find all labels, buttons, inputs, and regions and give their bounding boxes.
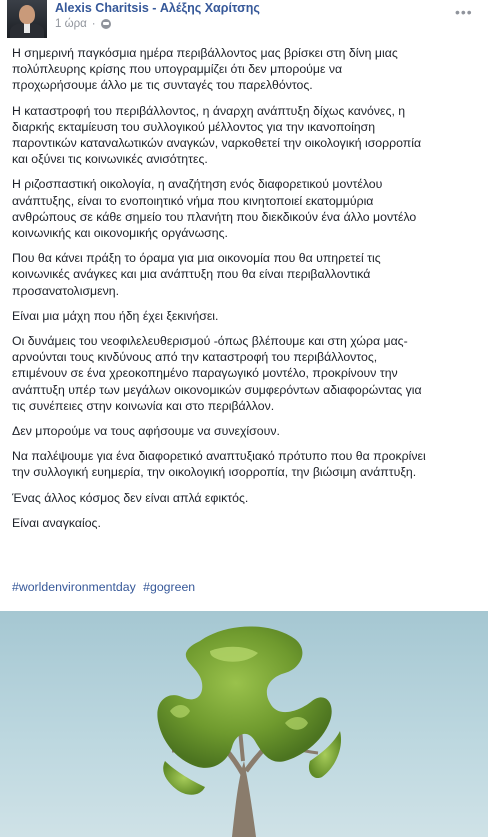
post-image[interactable] <box>0 611 488 837</box>
hashtags <box>12 580 199 594</box>
post-paragraph: Είναι αναγκαίος. <box>12 515 101 530</box>
tree-globe-image <box>0 611 488 837</box>
hashtag-link[interactable]: #gogreen <box>143 580 196 594</box>
globe-icon[interactable] <box>101 19 111 29</box>
post-paragraph: Η ριζοσπαστική οικολογία, η αναζήτηση ενός διαφορετικού μοντέλου ανάπτυξης, είναι το ενοποιητικό νήμα που κινητοποιεί εκατομμύρια ανθρώπους σε κάθε σημείο του πλανήτη που διεκδικούν ένα άλλο μοντέλο κοινωνικής και οικονομικής οργάνωσης. <box>12 177 417 241</box>
author-name[interactable]: Alexis Charitsis - Αλέξης Χαρίτσης <box>55 1 260 15</box>
post-time[interactable]: 1 ώρα <box>55 18 87 30</box>
more-options-icon[interactable]: ••• <box>455 4 473 20</box>
avatar[interactable] <box>7 0 47 38</box>
avatar-head <box>19 5 35 24</box>
post-text <box>12 45 482 540</box>
post-header <box>0 0 488 38</box>
post-paragraph: Δεν μπορούμε να τους αφήσουμε να συνεχίσουν. <box>12 424 280 439</box>
post-paragraph: Οι δυνάμεις του νεοφιλελευθερισμού -όπως βλέπουμε και στη χώρα μας- αρνούνται τους κινδύνους από την καταστροφή του περιβάλλοντος, επιμένουν σε ένα χρεοκοπημένο παραγωγικό μοντέλο, προκρίνουν την ανάπτυξη υπέρ των μεγάλων οικονομικών συμφερόντων αδιαφορώντας για τις συνέπειες στην κοινωνία και στο περιβάλλον. <box>12 334 422 413</box>
post-paragraph: Η σημερινή παγκόσμια ημέρα περιβάλλοντος μας βρίσκει στη δίνη μιας πολύπλευρης κρίσης που υπογραμμίζει ότι δεν μπορούμε να προχωρήσουμε άλλο με τις συνταγές του παρελθόντος. <box>12 46 398 93</box>
hashtag-link[interactable]: #worldenvironmentday <box>12 580 136 594</box>
avatar-collar <box>24 23 30 33</box>
post-meta <box>55 18 111 30</box>
post-paragraph: Ένας άλλος κόσμος δεν είναι απλά εφικτός. <box>12 490 249 505</box>
post-paragraph: Που θα κάνει πράξη το όραμα για μια οικονομία που θα υπηρετεί τις κοινωνικές ανάγκες και μια ανάπτυξη που θα είναι περιβαλλοντικά προσανατολισμενη. <box>12 251 381 298</box>
post-paragraph: Να παλέψουμε για ένα διαφορετικό αναπτυξιακό πρότυπο που θα προκρίνει την συλλογική ευημερία, την οικολογική ισορροπία, την βιώσιμη ανάπτυξη. <box>12 449 426 480</box>
post-paragraph: Η καταστροφή του περιβάλλοντος, η άναρχη ανάπτυξη δίχως κανόνες, η διαρκής εκταμίευση του συλλογικού μέλλοντος για την ικανοποίηση παροντικών καταναλωτικών αναγκών, ναρκοθετεί την οικολογική ισορροπία και οξύνει τις κοινωνικές ανισότητες. <box>12 103 422 167</box>
meta-separator: · <box>91 18 96 30</box>
post-paragraph: Είναι μια μάχη που ήδη έχει ξεκινήσει. <box>12 308 219 323</box>
